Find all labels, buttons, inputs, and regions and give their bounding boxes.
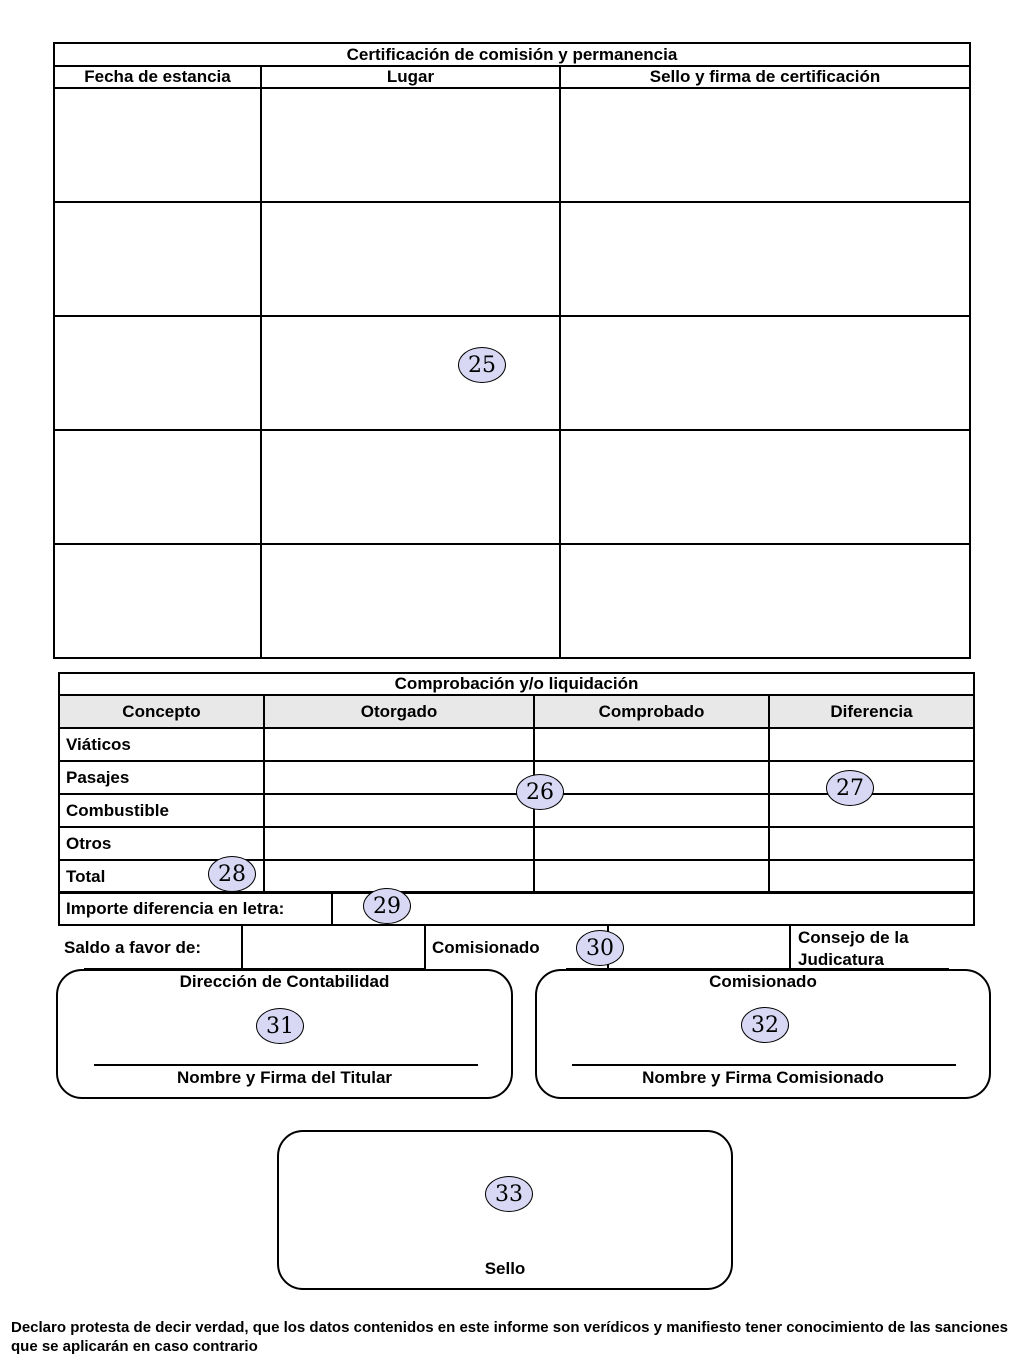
concepto-otros: Otros bbox=[59, 827, 264, 860]
header-fecha: Fecha de estancia bbox=[54, 66, 261, 88]
cert-row bbox=[54, 544, 970, 658]
importe-field[interactable] bbox=[332, 892, 974, 925]
header-concepto: Concepto bbox=[59, 695, 264, 728]
callout-badge: 33 bbox=[485, 1176, 533, 1212]
divider bbox=[241, 925, 243, 970]
concepto-pasajes: Pasajes bbox=[59, 761, 264, 794]
divider bbox=[789, 925, 791, 970]
table-row bbox=[59, 728, 974, 761]
cert-lugar-cell[interactable] bbox=[261, 430, 560, 544]
divider bbox=[424, 925, 426, 970]
comisionado-caption: Nombre y Firma Comisionado bbox=[642, 1068, 884, 1087]
callout-badge: 30 bbox=[576, 930, 624, 966]
concepto-viaticos: Viáticos bbox=[59, 728, 264, 761]
cert-row bbox=[54, 316, 970, 430]
diferencia-cell[interactable] bbox=[769, 827, 974, 860]
callout-badge: 25 bbox=[458, 347, 506, 383]
importe-row bbox=[58, 891, 975, 926]
cert-lugar-cell[interactable] bbox=[261, 88, 560, 202]
comprobacion-title: Comprobación y/o liquidación bbox=[59, 673, 974, 695]
cert-fecha-cell[interactable] bbox=[54, 202, 261, 316]
cert-fecha-cell[interactable] bbox=[54, 430, 261, 544]
otorgado-cell[interactable] bbox=[264, 761, 534, 794]
saldo-label: Saldo a favor de: bbox=[64, 938, 201, 957]
comprobado-cell[interactable] bbox=[534, 827, 769, 860]
cert-sello-cell[interactable] bbox=[560, 316, 970, 430]
importe-label: Importe diferencia en letra: bbox=[59, 892, 332, 925]
comisionado-title: Comisionado bbox=[709, 972, 817, 991]
callout-badge: 26 bbox=[516, 774, 564, 810]
concepto-total: Total bbox=[59, 860, 264, 893]
callout-badge: 29 bbox=[363, 888, 411, 924]
header-sello-firma: Sello y firma de certificación bbox=[560, 66, 970, 88]
diferencia-cell[interactable] bbox=[769, 728, 974, 761]
certificacion-table bbox=[53, 42, 971, 659]
callout-badge: 31 bbox=[256, 1008, 304, 1044]
cert-row bbox=[54, 430, 970, 544]
table-row bbox=[59, 860, 974, 893]
titular-caption: Nombre y Firma del Titular bbox=[176, 1068, 393, 1087]
sello-label: Sello bbox=[484, 1259, 526, 1278]
comprobado-cell[interactable] bbox=[534, 794, 769, 827]
comprobado-cell[interactable] bbox=[534, 728, 769, 761]
comprobado-cell[interactable] bbox=[534, 761, 769, 794]
cert-fecha-cell[interactable] bbox=[54, 544, 261, 658]
cert-lugar-cell[interactable] bbox=[261, 316, 560, 430]
callout-badge: 32 bbox=[741, 1007, 789, 1043]
cert-sello-cell[interactable] bbox=[560, 202, 970, 316]
otorgado-cell[interactable] bbox=[264, 794, 534, 827]
otorgado-cell[interactable] bbox=[264, 860, 534, 893]
otorgado-cell[interactable] bbox=[264, 728, 534, 761]
signature-line bbox=[572, 1064, 956, 1066]
saldo-comisionado[interactable]: Comisionado bbox=[432, 938, 540, 957]
diferencia-cell[interactable] bbox=[769, 794, 974, 827]
cert-sello-cell[interactable] bbox=[560, 544, 970, 658]
cert-lugar-cell[interactable] bbox=[261, 202, 560, 316]
cert-sello-cell[interactable] bbox=[560, 430, 970, 544]
certificacion-title: Certificación de comisión y permanencia bbox=[54, 43, 970, 66]
otorgado-cell[interactable] bbox=[264, 827, 534, 860]
cert-fecha-cell[interactable] bbox=[54, 316, 261, 430]
table-row bbox=[59, 827, 974, 860]
saldo-consejo[interactable]: Consejo de la Judicatura bbox=[798, 928, 909, 969]
cert-fecha-cell[interactable] bbox=[54, 88, 261, 202]
contabilidad-title: Dirección de Contabilidad bbox=[179, 972, 390, 991]
cert-row bbox=[54, 202, 970, 316]
header-comprobado: Comprobado bbox=[534, 695, 769, 728]
cert-sello-cell[interactable] bbox=[560, 88, 970, 202]
header-diferencia: Diferencia bbox=[769, 695, 974, 728]
cert-row bbox=[54, 88, 970, 202]
header-otorgado: Otorgado bbox=[264, 695, 534, 728]
declaration-text: Declaro protesta de decir verdad, que los datos contenidos en este informe son verídicos y manifiesto tener conocimiento de las sanciones que se aplicarán en caso contrario bbox=[11, 1319, 1008, 1355]
callout-badge: 28 bbox=[208, 856, 256, 892]
comprobado-cell[interactable] bbox=[534, 860, 769, 893]
callout-badge: 27 bbox=[826, 770, 874, 806]
concepto-combustible: Combustible bbox=[59, 794, 264, 827]
header-lugar: Lugar bbox=[261, 66, 560, 88]
signature-line bbox=[94, 1064, 478, 1066]
cert-lugar-cell[interactable] bbox=[261, 544, 560, 658]
diferencia-cell[interactable] bbox=[769, 860, 974, 893]
